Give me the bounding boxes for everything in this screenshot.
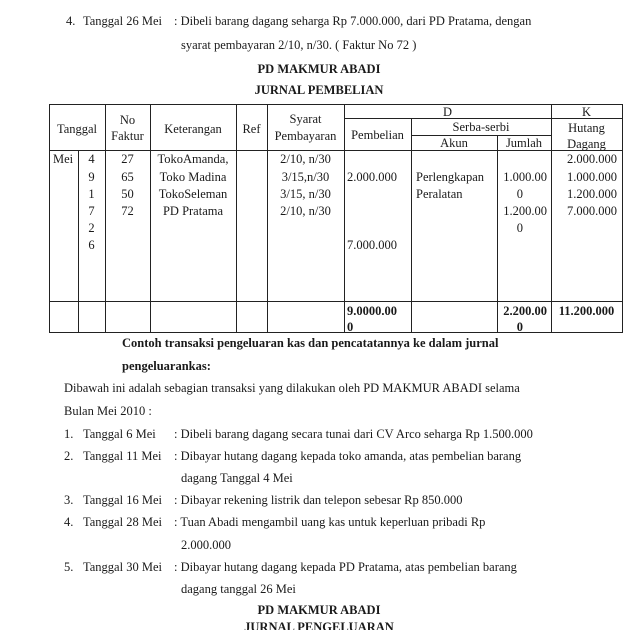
transaction-desc: : Dibayar rekening listrik dan telepon sebesar Rp 850.000: [174, 493, 463, 507]
transaction-date: Tanggal 11 Mei: [83, 449, 162, 463]
table-faktur: 50: [121, 187, 134, 201]
table-keterangan: PD Pratama: [162, 204, 224, 218]
table-faktur: 72: [121, 204, 134, 218]
table-syarat: 2/10, n/30: [280, 204, 331, 218]
section-heading-line2: pengeluarankas:: [122, 359, 211, 373]
table-jumlah: 1.200.00: [503, 204, 547, 218]
total-pembelian-line2: 0: [347, 320, 354, 334]
transaction-desc: : Dibeli barang dagang secara tunai dari CV Arco seharga Rp 1.500.000: [174, 427, 533, 441]
transaction-date: Tanggal 6 Mei: [83, 427, 156, 441]
transaction-desc-cont: dagang Tanggal 4 Mei: [181, 471, 293, 485]
table-border-left: [49, 104, 50, 333]
bottom-journal-title: JURNAL PENGELUARAN: [244, 620, 394, 630]
table-day: 1: [88, 187, 95, 201]
header-credit: K: [581, 105, 592, 119]
transaction-number: 1.: [64, 427, 74, 441]
header-pembelian: Pembelian: [351, 128, 404, 142]
transaction-number: 5.: [64, 560, 74, 574]
table-faktur: 65: [121, 170, 134, 184]
table-jumlah: 0: [516, 221, 523, 235]
header-keterangan: Keterangan: [164, 122, 222, 136]
table-syarat: 3/15, n/30: [280, 187, 331, 201]
table-total-top: [49, 301, 623, 302]
total-pembelian-line1: 9.0000.00: [347, 304, 397, 318]
header-hutang-1: Hutang: [568, 121, 605, 135]
intro-item-date: Tanggal 26 Mei: [83, 14, 162, 28]
header-hutang-2: Dagang: [567, 137, 606, 151]
table-akun: Peralatan: [416, 187, 463, 201]
header-akun: Akun: [440, 136, 468, 150]
transaction-number: 2.: [64, 449, 74, 463]
header-syarat-2: Pembayaran: [274, 129, 337, 143]
header-serba-serbi: Serba-serbi: [452, 120, 510, 134]
table-keterangan: Toko Madina: [159, 170, 227, 184]
table-hutang: 1.000.000: [567, 170, 617, 184]
total-jumlah-line1: 2.200.00: [503, 304, 547, 318]
bottom-company-title: PD MAKMUR ABADI: [257, 603, 381, 617]
transaction-date: Tanggal 28 Mei: [83, 515, 162, 529]
table-jumlah: 1.000.00: [503, 170, 547, 184]
intro-item-number: 4.: [66, 14, 76, 28]
table-day: 9: [88, 170, 95, 184]
table-border-right: [622, 104, 623, 333]
header-no-faktur-1: No: [119, 113, 136, 127]
header-syarat-1: Syarat: [289, 112, 322, 126]
table-col-ref: [236, 104, 237, 333]
company-title: PD MAKMUR ABADI: [257, 62, 381, 76]
table-keterangan: TokoSeleman: [158, 187, 228, 201]
transaction-date: Tanggal 30 Mei: [83, 560, 162, 574]
table-day: 6: [88, 238, 95, 252]
header-tanggal: Tanggal: [56, 122, 98, 136]
transaction-date: Tanggal 16 Mei: [83, 493, 162, 507]
table-hutang: 1.200.000: [567, 187, 617, 201]
header-ref: Ref: [242, 122, 261, 136]
table-syarat: 2/10, n/30: [280, 152, 331, 166]
transaction-desc: : Tuan Abadi mengambil uang kas untuk keperluan pribadi Rp: [174, 515, 486, 529]
table-day: 2: [88, 221, 95, 235]
transaction-desc-cont: dagang tanggal 26 Mei: [181, 582, 296, 596]
table-day: 4: [88, 152, 95, 166]
journal-title: JURNAL PEMBELIAN: [254, 83, 384, 97]
table-pembelian: 7.000.000: [347, 238, 397, 252]
total-jumlah-line2: 0: [516, 320, 523, 334]
table-jumlah: 0: [516, 187, 523, 201]
intro-item-desc-line2: syarat pembayaran 2/10, n/30. ( Faktur No 72 ): [181, 38, 417, 52]
transaction-desc: : Dibayar hutang dagang kepada PD Pratama, atas pembelian barang: [174, 560, 517, 574]
intro-item-desc-line1: : Dibeli barang dagang seharga Rp 7.000.000, dari PD Pratama, dengan: [174, 14, 532, 28]
table-pembelian: 2.000.000: [347, 170, 397, 184]
table-border-bottom: [49, 332, 623, 333]
intro-text-line1: Dibawah ini adalah sebagian transaksi yang dilakukan oleh PD MAKMUR ABADI selama: [64, 381, 520, 395]
header-no-faktur-2: Faktur: [111, 129, 144, 143]
table-month: Mei: [53, 152, 74, 166]
table-day: 7: [88, 204, 95, 218]
header-jumlah: Jumlah: [505, 136, 543, 150]
table-faktur: 27: [121, 152, 134, 166]
table-hutang: 7.000.000: [567, 204, 617, 218]
transaction-number: 4.: [64, 515, 74, 529]
section-heading-line1: Contoh transaksi pengeluaran kas dan pencatatannya ke dalam jurnal: [122, 336, 499, 350]
total-hutang: 11.200.000: [558, 304, 615, 318]
transaction-desc: : Dibayar hutang dagang kepada toko amanda, atas pembelian barang: [174, 449, 522, 463]
table-akun: Perlengkapan: [416, 170, 485, 184]
intro-text-line2: Bulan Mei 2010 :: [64, 404, 152, 418]
header-debit: D: [442, 105, 453, 119]
table-syarat: 3/15,n/30: [281, 170, 330, 184]
table-keterangan: TokoAmanda,: [157, 152, 229, 166]
transaction-desc-cont: 2.000.000: [181, 538, 231, 552]
table-hutang: 2.000.000: [567, 152, 617, 166]
transaction-number: 3.: [64, 493, 74, 507]
